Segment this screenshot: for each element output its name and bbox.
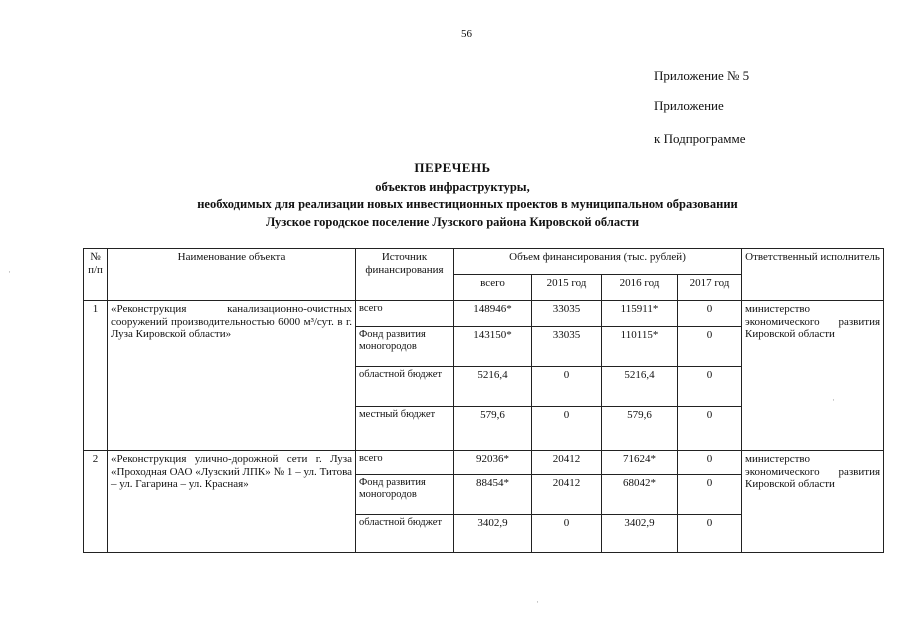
scan-speck: · — [832, 395, 835, 405]
object-name: «Реконструкция канализационно-очистных сооружений производительностью 6000 м³/сут. в г. Луза Кировской области» — [108, 301, 356, 451]
object-name: «Реконструкция улично-дорожной сети г. Луза «Проходная ОАО «Лузский ЛПК» № 1 – ул. Титова – ул. Гагарина – ул. Красная» — [108, 451, 356, 553]
amount-total: 148946* — [454, 301, 532, 327]
amount-2015: 33035 — [532, 327, 602, 367]
page-number: 56 — [461, 28, 472, 40]
header-2016: 2016 год — [602, 275, 678, 301]
amount-2017: 0 — [678, 301, 742, 327]
amount-2017: 0 — [678, 367, 742, 407]
header-volume: Объем финансирования (тыс. рублей) — [454, 249, 742, 275]
document-title: ПЕРЕЧЕНЬ — [414, 160, 491, 175]
header-2015: 2015 год — [532, 275, 602, 301]
amount-total: 3402,9 — [454, 515, 532, 553]
amount-2017: 0 — [678, 515, 742, 553]
amount-2015: 20412 — [532, 475, 602, 515]
table-row — [84, 451, 884, 475]
amount-2015: 0 — [532, 407, 602, 451]
document-subtitle-1: объектов инфраструктуры, — [375, 180, 530, 194]
appendix-label: Приложение — [654, 98, 724, 113]
amount-2015: 0 — [532, 515, 602, 553]
amount-total: 579,6 — [454, 407, 532, 451]
responsible-executor: министерство экономического развития Кировской области — [742, 301, 884, 451]
document-subtitle-3: Лузское городское поселение Лузского района Кировской области — [265, 215, 640, 229]
header-responsible: Ответственный исполнитель — [742, 249, 884, 301]
amount-2016: 110115* — [602, 327, 678, 367]
amount-2016: 3402,9 — [602, 515, 678, 553]
header-source: Источник финансирования — [356, 249, 454, 301]
header-2017: 2017 год — [678, 275, 742, 301]
funding-source: всего — [356, 301, 454, 327]
amount-2017: 0 — [678, 327, 742, 367]
amount-total: 88454* — [454, 475, 532, 515]
header-total: всего — [454, 275, 532, 301]
appendix-number: Приложение № 5 — [654, 68, 750, 83]
amount-2015: 33035 — [532, 301, 602, 327]
amount-2015: 0 — [532, 367, 602, 407]
row-number: 2 — [84, 451, 108, 553]
amount-total: 5216,4 — [454, 367, 532, 407]
document-subtitle-2: необходимых для реализации новых инвестиционных проектов в муниципальном образовании — [197, 197, 738, 211]
funding-source: областной бюджет — [356, 367, 454, 407]
funding-source: Фонд развития моногородов — [356, 327, 454, 367]
row-number: 1 — [84, 301, 108, 451]
header-no: № п/п — [84, 249, 108, 301]
header-name: Наименование объекта — [108, 249, 356, 301]
amount-2017: 0 — [678, 407, 742, 451]
amount-2017: 0 — [678, 451, 742, 475]
amount-total: 92036* — [454, 451, 532, 475]
funding-source: местный бюджет — [356, 407, 454, 451]
responsible-executor: министерство экономического развития Кировской области — [742, 451, 884, 553]
funding-source: областной бюджет — [356, 515, 454, 553]
scan-speck: · — [536, 597, 539, 607]
amount-2016: 68042* — [602, 475, 678, 515]
amount-2016: 5216,4 — [602, 367, 678, 407]
amount-total: 143150* — [454, 327, 532, 367]
amount-2015: 20412 — [532, 451, 602, 475]
amount-2016: 115911* — [602, 301, 678, 327]
funding-source: всего — [356, 451, 454, 475]
table-row — [84, 301, 884, 327]
amount-2016: 71624* — [602, 451, 678, 475]
amount-2017: 0 — [678, 475, 742, 515]
appendix-subprogram: к Подпрограмме — [654, 131, 746, 146]
funding-source: Фонд развития моногородов — [356, 475, 454, 515]
scan-speck: · — [8, 267, 11, 277]
amount-2016: 579,6 — [602, 407, 678, 451]
infrastructure-table — [83, 248, 884, 553]
